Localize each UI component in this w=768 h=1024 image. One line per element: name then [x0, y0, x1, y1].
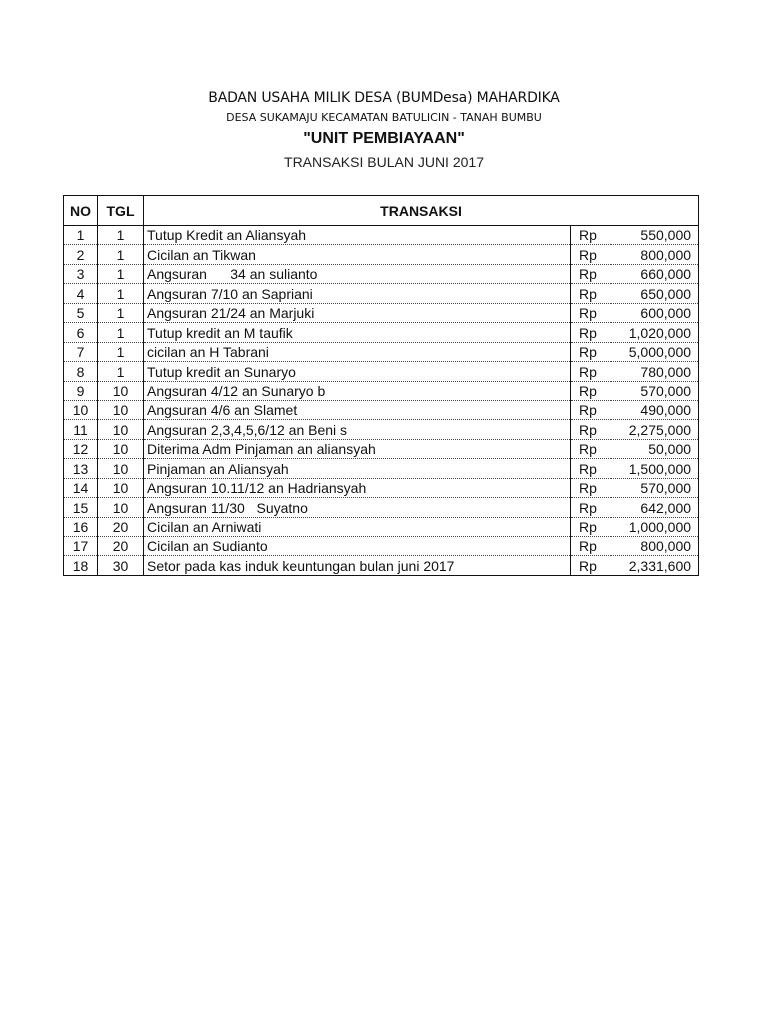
- row-description: Angsuran 34 an sulianto: [144, 264, 571, 283]
- table-row: [64, 284, 699, 303]
- row-number: 5: [64, 303, 98, 322]
- table-body: [64, 226, 699, 576]
- table-row: [64, 537, 699, 556]
- row-description: Angsuran 4/6 an Slamet: [144, 400, 571, 419]
- row-date: 10: [98, 459, 144, 478]
- table-row: [64, 323, 699, 342]
- row-description: Tutup kredit an M taufik: [144, 323, 571, 342]
- row-number: 18: [64, 556, 98, 575]
- row-date: 30: [98, 556, 144, 575]
- row-amount: 50,000: [611, 439, 699, 458]
- row-currency: Rp: [571, 459, 611, 478]
- row-number: 2: [64, 245, 98, 264]
- row-currency: Rp: [571, 556, 611, 575]
- table-row: [64, 517, 699, 536]
- column-header-no: NO: [64, 196, 98, 226]
- row-date: 1: [98, 264, 144, 283]
- row-amount: 600,000: [611, 303, 699, 322]
- table-row: [64, 381, 699, 400]
- table-row: [64, 498, 699, 517]
- row-number: 6: [64, 323, 98, 342]
- row-number: 7: [64, 342, 98, 361]
- table-row: [64, 478, 699, 497]
- row-number: 12: [64, 439, 98, 458]
- row-date: 10: [98, 420, 144, 439]
- row-amount: 2,275,000: [611, 420, 699, 439]
- table-row: [64, 420, 699, 439]
- row-date: 1: [98, 226, 144, 245]
- row-amount: 642,000: [611, 498, 699, 517]
- row-currency: Rp: [571, 498, 611, 517]
- row-currency: Rp: [571, 420, 611, 439]
- row-description: cicilan an H Tabrani: [144, 342, 571, 361]
- row-date: 20: [98, 537, 144, 556]
- transaction-table: [63, 195, 699, 576]
- row-currency: Rp: [571, 478, 611, 497]
- row-amount: 550,000: [611, 226, 699, 245]
- table-row: [64, 342, 699, 361]
- row-amount: 1,020,000: [611, 323, 699, 342]
- table-row: [64, 459, 699, 478]
- row-currency: Rp: [571, 245, 611, 264]
- document-header: [0, 88, 768, 172]
- row-number: 3: [64, 264, 98, 283]
- row-description: Cicilan an Sudianto: [144, 537, 571, 556]
- row-currency: Rp: [571, 284, 611, 303]
- table-row: [64, 400, 699, 419]
- row-currency: Rp: [571, 400, 611, 419]
- row-currency: Rp: [571, 381, 611, 400]
- row-currency: Rp: [571, 342, 611, 361]
- row-currency: Rp: [571, 226, 611, 245]
- row-description: Tutup Kredit an Aliansyah: [144, 226, 571, 245]
- row-description: Cicilan an Tikwan: [144, 245, 571, 264]
- row-number: 8: [64, 362, 98, 381]
- row-amount: 800,000: [611, 537, 699, 556]
- unit-title: "UNIT PEMBIAYAAN": [303, 130, 465, 147]
- row-number: 15: [64, 498, 98, 517]
- row-currency: Rp: [571, 517, 611, 536]
- row-number: 16: [64, 517, 98, 536]
- row-number: 14: [64, 478, 98, 497]
- table-row: [64, 245, 699, 264]
- row-amount: 780,000: [611, 362, 699, 381]
- row-date: 10: [98, 400, 144, 419]
- row-currency: Rp: [571, 323, 611, 342]
- row-currency: Rp: [571, 303, 611, 322]
- row-amount: 2,331,600: [611, 556, 699, 575]
- row-number: 10: [64, 400, 98, 419]
- row-number: 4: [64, 284, 98, 303]
- row-amount: 5,000,000: [611, 342, 699, 361]
- table-header-row: [64, 196, 699, 226]
- row-currency: Rp: [571, 264, 611, 283]
- row-date: 10: [98, 498, 144, 517]
- row-amount: 660,000: [611, 264, 699, 283]
- row-date: 1: [98, 284, 144, 303]
- row-date: 10: [98, 439, 144, 458]
- row-description: Tutup kredit an Sunaryo: [144, 362, 571, 381]
- row-description: Angsuran 11/30 Suyatno: [144, 498, 571, 517]
- column-header-tgl: TGL: [98, 196, 144, 226]
- organization-name: BADAN USAHA MILIK DESA (BUMDesa) MAHARDIKA: [208, 90, 560, 106]
- row-date: 10: [98, 381, 144, 400]
- table-row: [64, 362, 699, 381]
- organization-address: DESA SUKAMAJU KECAMATAN BATULICIN - TANAH BUMBU: [226, 111, 542, 124]
- row-amount: 1,500,000: [611, 459, 699, 478]
- row-date: 1: [98, 323, 144, 342]
- row-number: 17: [64, 537, 98, 556]
- row-amount: 800,000: [611, 245, 699, 264]
- table-row: [64, 303, 699, 322]
- row-description: Diterima Adm Pinjaman an aliansyah: [144, 439, 571, 458]
- row-amount: 570,000: [611, 381, 699, 400]
- row-number: 9: [64, 381, 98, 400]
- table-row: [64, 556, 699, 575]
- row-amount: 1,000,000: [611, 517, 699, 536]
- row-description: Angsuran 7/10 an Sapriani: [144, 284, 571, 303]
- row-amount: 570,000: [611, 478, 699, 497]
- table-row: [64, 226, 699, 245]
- row-amount: 650,000: [611, 284, 699, 303]
- row-date: 10: [98, 478, 144, 497]
- row-currency: Rp: [571, 537, 611, 556]
- row-currency: Rp: [571, 439, 611, 458]
- row-description: Angsuran 4/12 an Sunaryo b: [144, 381, 571, 400]
- row-description: Cicilan an Arniwati: [144, 517, 571, 536]
- row-number: 11: [64, 420, 98, 439]
- row-currency: Rp: [571, 362, 611, 381]
- row-number: 13: [64, 459, 98, 478]
- row-date: 1: [98, 303, 144, 322]
- row-description: Angsuran 21/24 an Marjuki: [144, 303, 571, 322]
- column-header-transaksi: TRANSAKSI: [144, 196, 699, 226]
- table-row: [64, 439, 699, 458]
- report-period: TRANSAKSI BULAN JUNI 2017: [284, 154, 484, 170]
- row-amount: 490,000: [611, 400, 699, 419]
- row-date: 1: [98, 362, 144, 381]
- row-description: Angsuran 2,3,4,5,6/12 an Beni s: [144, 420, 571, 439]
- row-date: 20: [98, 517, 144, 536]
- table-row: [64, 264, 699, 283]
- row-number: 1: [64, 226, 98, 245]
- row-description: Angsuran 10.11/12 an Hadriansyah: [144, 478, 571, 497]
- row-description: Pinjaman an Aliansyah: [144, 459, 571, 478]
- row-date: 1: [98, 245, 144, 264]
- row-description: Setor pada kas induk keuntungan bulan juni 2017: [144, 556, 571, 575]
- row-date: 1: [98, 342, 144, 361]
